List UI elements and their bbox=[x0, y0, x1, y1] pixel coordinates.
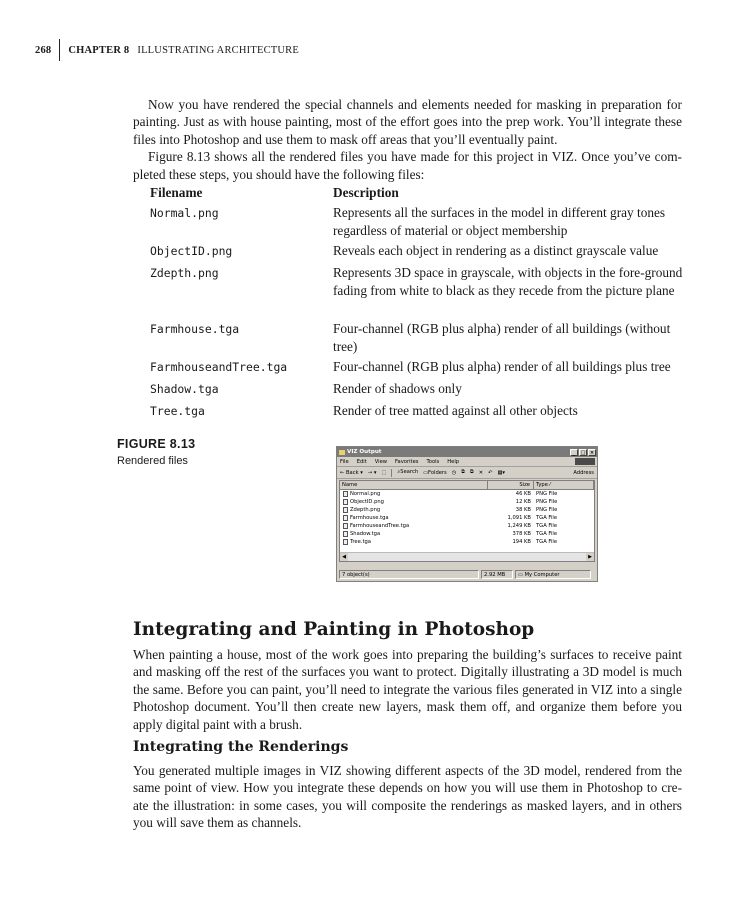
running-header bbox=[35, 40, 299, 60]
toolbar-separator bbox=[391, 469, 392, 477]
up-folder-icon[interactable]: ⬚ bbox=[381, 469, 387, 476]
table-row bbox=[150, 358, 690, 380]
search-button[interactable]: ⌕Search bbox=[397, 469, 419, 475]
description-cell: Represents 3D space in grayscale, with objects in the fore-ground fading from white to black as they recede from the picture plane bbox=[333, 265, 683, 298]
file-type: PNG File bbox=[536, 499, 558, 505]
description-column-header: Description bbox=[333, 185, 399, 200]
header-divider bbox=[59, 39, 60, 61]
name-column-header[interactable]: Name bbox=[340, 481, 488, 489]
section-heading: Integrating and Painting in Photoshop bbox=[133, 619, 535, 640]
table-header bbox=[150, 184, 690, 204]
filename-column-header: Filename bbox=[150, 185, 203, 200]
size-column-header[interactable]: Size bbox=[488, 481, 534, 489]
list-item[interactable] bbox=[340, 514, 594, 522]
file-icon bbox=[343, 531, 348, 537]
file-type: TGA File bbox=[536, 515, 558, 521]
file-icon bbox=[343, 491, 348, 497]
maximize-button[interactable]: □ bbox=[580, 449, 586, 456]
toolbar bbox=[337, 467, 597, 479]
back-label: Back bbox=[346, 469, 359, 476]
chapter-title: ILLUSTRATING ARCHITECTURE bbox=[137, 44, 299, 56]
file-name: Shadow.tga bbox=[350, 531, 381, 537]
file-type: PNG File bbox=[536, 507, 558, 513]
file-size: 1,249 KB bbox=[507, 523, 531, 529]
scroll-right-icon[interactable]: ▶ bbox=[586, 553, 594, 561]
close-button[interactable]: × bbox=[589, 449, 595, 456]
intro-text bbox=[133, 96, 682, 183]
copy-to-icon[interactable]: ⧉ bbox=[470, 469, 474, 475]
page-number: 268 bbox=[35, 44, 52, 56]
section1-text bbox=[133, 646, 682, 733]
table-row bbox=[150, 380, 690, 402]
menu-file[interactable]: File bbox=[340, 458, 349, 465]
folders-button[interactable]: ▭Folders bbox=[423, 469, 447, 476]
table-row bbox=[150, 204, 690, 242]
folders-label: Folders bbox=[428, 469, 447, 476]
computer-icon: ▭ bbox=[518, 571, 525, 578]
file-icon bbox=[343, 507, 348, 513]
status-bar bbox=[339, 569, 595, 579]
minimize-button[interactable]: _ bbox=[570, 449, 578, 456]
section1-paragraph: When painting a house, most of the work goes into preparing the building’s surfaces to receive paint and masking off the rest of the surfaces you want to protect. Digitally illustrating a 3D model is much the same. Before you can paint, you’ll need to integrate the various files generated in VIZ into a single Photoshop document. You’ll then create new layers, mask them off, and organize them before you apply digital paint with a brush. bbox=[133, 647, 682, 732]
file-type: TGA File bbox=[536, 531, 558, 537]
file-icon bbox=[343, 539, 348, 545]
figure-label: FIGURE 8.13 bbox=[117, 437, 196, 451]
file-list bbox=[339, 480, 595, 562]
description-cell: Four-channel (RGB plus alpha) render of all buildings plus tree bbox=[333, 359, 671, 374]
type-column-header[interactable]: Type ⁄ bbox=[534, 481, 594, 489]
menu-view[interactable]: View bbox=[374, 458, 388, 465]
file-size: 46 KB bbox=[515, 491, 531, 497]
menu-tools[interactable]: Tools bbox=[426, 458, 440, 465]
menu-help[interactable]: Help bbox=[447, 458, 460, 465]
list-item[interactable] bbox=[340, 530, 594, 538]
file-table bbox=[150, 184, 690, 424]
forward-icon[interactable]: → ▾ bbox=[367, 469, 377, 476]
list-item[interactable] bbox=[340, 506, 594, 514]
status-size: 2.92 MB bbox=[481, 570, 513, 579]
section2-paragraph: You generated multiple images in VIZ showing different aspects of the 3D model, rendered from the same point of view. How you integrate these depends on how you will use them in Photoshop to cre-ate the illustration: in some cases, you will composite the renderings as masked layers, and in others you will save them as channels. bbox=[133, 763, 682, 831]
filename-cell: FarmhouseandTree.tga bbox=[150, 360, 288, 374]
list-item[interactable] bbox=[340, 498, 594, 506]
file-size: 378 KB bbox=[512, 531, 531, 537]
description-cell: Render of tree matted against all other objects bbox=[333, 403, 578, 418]
undo-icon[interactable]: ↶ bbox=[488, 469, 493, 476]
explorer-window bbox=[336, 446, 598, 582]
menu-favorites[interactable]: Favorites bbox=[395, 458, 419, 465]
file-name: Normal.png bbox=[350, 491, 381, 497]
back-button[interactable]: ← Back ▾ bbox=[340, 469, 363, 476]
file-icon bbox=[343, 523, 348, 529]
file-name: Zdepth.png bbox=[350, 507, 381, 513]
address-label: Address bbox=[573, 469, 594, 476]
filename-cell: ObjectID.png bbox=[150, 244, 233, 258]
file-icon bbox=[343, 515, 348, 521]
chapter-label: CHAPTER 8 bbox=[68, 44, 130, 56]
file-type: PNG File bbox=[536, 491, 558, 497]
file-size: 12 KB bbox=[515, 499, 531, 505]
file-type: TGA File bbox=[536, 523, 558, 529]
list-header bbox=[340, 481, 594, 490]
window-titlebar bbox=[337, 447, 597, 457]
table-row bbox=[150, 320, 690, 358]
filename-cell: Shadow.tga bbox=[150, 382, 219, 396]
scroll-left-icon[interactable]: ◀ bbox=[340, 553, 348, 561]
window-title: VIZ Output bbox=[347, 449, 382, 455]
description-cell: Reveals each object in rendering as a distinct grayscale value bbox=[333, 243, 659, 258]
file-size: 38 KB bbox=[515, 507, 531, 513]
description-cell: Render of shadows only bbox=[333, 381, 462, 396]
status-objects: 7 object(s) bbox=[339, 570, 479, 579]
description-cell: Represents all the surfaces in the model in different gray tones regardless of material or object membership bbox=[333, 205, 666, 238]
folder-icon bbox=[339, 450, 345, 455]
list-item[interactable] bbox=[340, 490, 594, 498]
section2-text bbox=[133, 762, 682, 832]
list-item[interactable] bbox=[340, 538, 594, 546]
intro-paragraph-1: Now you have rendered the special channels and elements needed for masking in preparation for painting. Just as with house painting, most of the effort goes into the prep work. You’ll integrate these files into Photoshop and use them to mask off areas that you’ll eventually paint. bbox=[133, 97, 682, 147]
subsection-heading: Integrating the Renderings bbox=[133, 739, 349, 755]
delete-icon[interactable]: ✕ bbox=[478, 469, 484, 476]
filename-cell: Zdepth.png bbox=[150, 266, 219, 280]
status-location bbox=[515, 570, 591, 579]
file-name: ObjectID.png bbox=[350, 499, 384, 505]
table-row bbox=[150, 264, 690, 320]
table-row bbox=[150, 402, 690, 424]
horizontal-scrollbar[interactable] bbox=[340, 552, 594, 561]
filename-cell: Farmhouse.tga bbox=[150, 322, 240, 336]
intro-paragraph-2: Figure 8.13 shows all the rendered files you have made for this project in VIZ. Once you’ve com-pleted these steps, you should have the following files: bbox=[133, 149, 682, 182]
table-row bbox=[150, 242, 690, 264]
file-name: Tree.tga bbox=[350, 539, 371, 545]
status-location-label: My Computer bbox=[524, 571, 560, 578]
figure-caption bbox=[117, 437, 195, 467]
file-size: 194 KB bbox=[512, 539, 531, 545]
file-size: 1,091 KB bbox=[507, 515, 531, 521]
move-to-icon[interactable]: ⧉ bbox=[461, 469, 466, 475]
menu-bar bbox=[337, 457, 597, 467]
description-cell: Four-channel (RGB plus alpha) render of all buildings (without tree) bbox=[333, 321, 671, 354]
menu-edit[interactable]: Edit bbox=[356, 458, 367, 465]
filename-cell: Tree.tga bbox=[150, 404, 205, 418]
file-name: Farmhouse.tga bbox=[350, 515, 389, 521]
search-label: Search bbox=[400, 469, 419, 475]
file-name: FarmhouseandTree.tga bbox=[350, 523, 410, 529]
history-icon[interactable]: ◷ bbox=[451, 469, 457, 476]
type-header-label: Type bbox=[536, 482, 548, 488]
views-icon[interactable]: ▦▾ bbox=[497, 469, 505, 476]
file-type: TGA File bbox=[536, 539, 558, 545]
file-icon bbox=[343, 499, 348, 505]
list-item[interactable] bbox=[340, 522, 594, 530]
figure-description: Rendered files bbox=[117, 455, 188, 467]
filename-cell: Normal.png bbox=[150, 206, 219, 220]
windows-logo-icon bbox=[575, 458, 595, 465]
